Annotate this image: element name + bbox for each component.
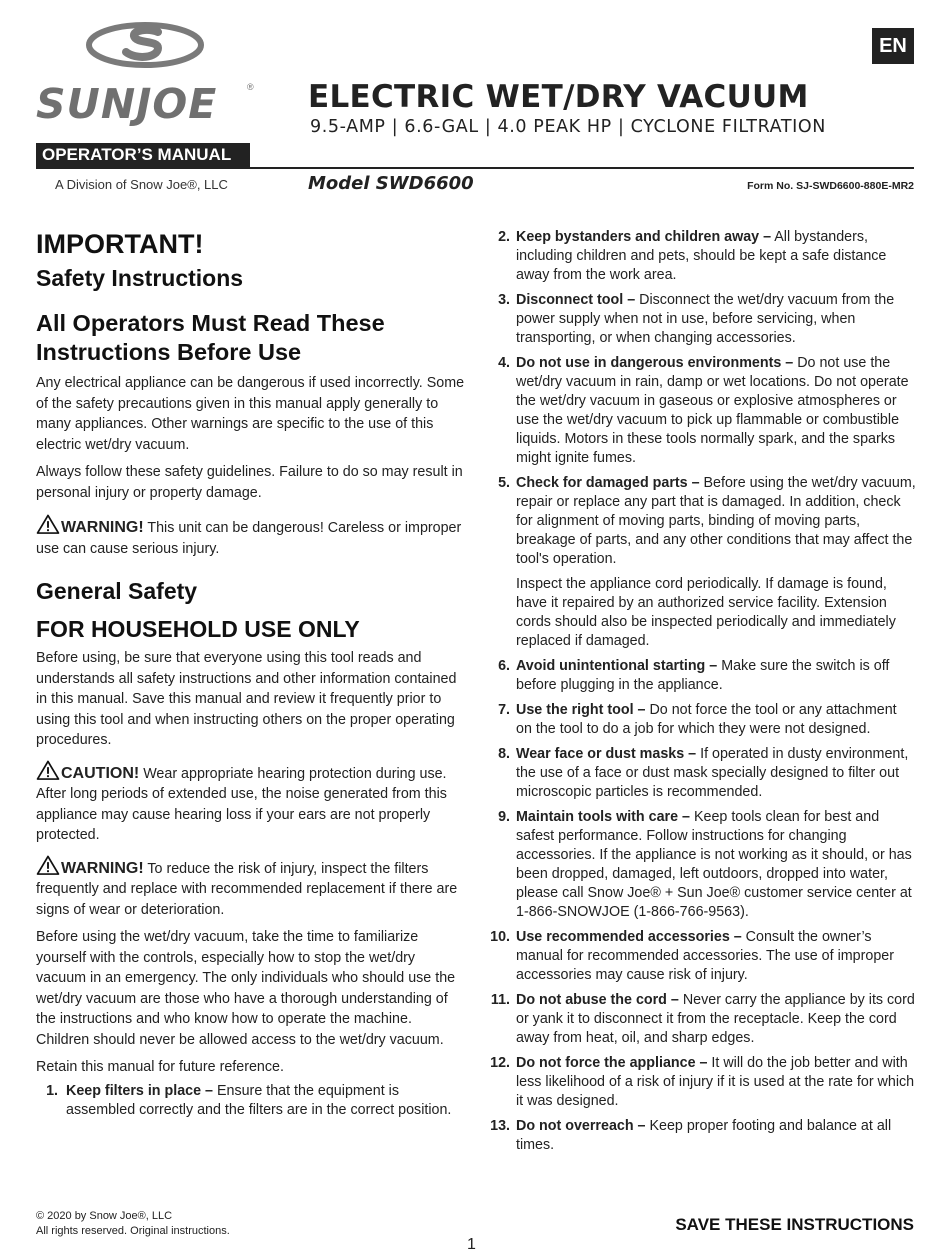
operators-manual-label: OPERATOR’S MANUAL	[36, 143, 250, 167]
list-item	[488, 657, 916, 695]
list-item-text: Make sure the switch is off before plugging in the appliance.	[516, 658, 890, 693]
document-subtitle: 9.5-AMP | 6.6-GAL | 4.0 PEAK HP | CYCLONE FILTRATION	[310, 117, 826, 137]
list-item-lead: Maintain tools with care –	[516, 809, 690, 825]
sunjoe-logo-icon	[86, 22, 204, 68]
warning-label: WARNING!	[61, 859, 144, 877]
warning-text: To reduce the risk of injury, inspect the filters frequently and replace with recommended replacement if there are signs of wear or deterioration.	[36, 860, 458, 918]
familiarize-paragraph: Before using the wet/dry vacuum, take the time to familiarize yourself with the controls, especially how to stop the wet/dry vacuum in an emergency. The only individuals who should use the wet/dry vacuum are those who have a thorough understanding of the instructions and who know how to operate the machine. Children should never be allowed access to the wet/dry vacuum.	[36, 929, 456, 1048]
list-item-continuation	[488, 575, 916, 651]
list-item-lead: Check for damaged parts –	[516, 475, 700, 491]
list-item-text: Do not use the wet/dry vacuum in rain, damp or wet locations. Do not operate the wet/dry vacuum in gaseous or explosive atmospheres or use the wet/dry vacuum to pick up flammable or combustible liquids. Motors in these tools normally spark, and the sparks might ignite fumes.	[516, 355, 909, 466]
copyright-line: © 2020 by Snow Joe®, LLC	[36, 1210, 173, 1222]
copyright-notice	[36, 1209, 230, 1239]
guidelines-paragraph: Always follow these safety guidelines. Failure to do so may result in personal injury or property damage.	[36, 464, 463, 501]
list-item-number: 9.	[498, 809, 510, 825]
warning-triangle-icon	[36, 514, 60, 534]
caution-notice	[36, 760, 466, 846]
brand-registered-mark: ®	[247, 82, 254, 92]
list-item-number: 11.	[490, 992, 510, 1008]
list-item-text: Ensure that the equipment is assembled correctly and the filters are in the correct position.	[66, 1082, 452, 1118]
list-item-lead: Keep bystanders and children away –	[516, 229, 772, 245]
list-item	[488, 808, 916, 922]
list-item-number: 5.	[498, 475, 510, 491]
list-item-lead: Use recommended accessories –	[516, 929, 742, 945]
list-item-lead: Wear face or dust masks –	[516, 746, 697, 762]
list-item-text: Keep tools clean for best and safest performance. Follow instructions for changing accessories. If the appliance is not working as it should, or has been dropped, damaged, left outdoors, dropped into water, please call Snow Joe® + Sun Joe® customer service center at 1-866-SNOWJOE (1-866-766-9563).	[516, 809, 912, 920]
warning-triangle-icon	[36, 855, 60, 875]
list-item-text: If operated in dusty environment, the use of a face or dust mask specially designed to filter out microscopic particles is recommended.	[516, 746, 909, 800]
list-item-number: 1.	[46, 1082, 58, 1099]
list-item-number: 10.	[490, 929, 510, 945]
list-item-number: 4.	[498, 355, 510, 371]
household-use-heading: FOR HOUSEHOLD USE ONLY	[36, 616, 360, 642]
before-using-paragraph: Before using, be sure that everyone using this tool reads and understands all safety instructions and other information contained in this manual. Save this manual and review it frequently prior to using this tool and when instructing others on the proper operating procedures.	[36, 650, 457, 748]
list-item	[488, 991, 916, 1048]
right-column	[488, 228, 916, 1155]
list-item-number: 8.	[498, 746, 510, 762]
list-item	[36, 1082, 466, 1120]
must-read-heading: All Operators Must Read These Instructions Before Use	[36, 310, 385, 365]
list-item-lead: Avoid unintentional starting –	[516, 658, 718, 674]
caution-label: CAUTION!	[61, 764, 140, 782]
list-item-number: 12.	[490, 1055, 510, 1071]
left-column	[36, 228, 466, 1120]
list-item	[488, 745, 916, 802]
list-item-text: Inspect the appliance cord periodically. If damage is found, have it repaired by an authorized service facility. Extension cords should also be inspected periodically and immediately replaced if damaged.	[516, 576, 896, 649]
list-item-lead: Do not overreach –	[516, 1118, 646, 1134]
list-item-text: Before using the wet/dry vacuum, repair or replace any part that is damaged. In addition, check for alignment of moving parts, binding of moving parts, breakage of parts, and any other conditions that may affect the tool's operation.	[516, 475, 916, 567]
intro-paragraph: Any electrical appliance can be dangerous if used incorrectly. Some of the safety precautions given in this manual apply generally to many appliances. Other warnings are specific to the use of this electric wet/dry vacuum.	[36, 375, 465, 453]
retain-paragraph: Retain this manual for future reference.	[36, 1059, 284, 1075]
page-number: 1	[467, 1236, 476, 1253]
list-item-number: 6.	[498, 658, 510, 674]
list-item-lead: Do not abuse the cord –	[516, 992, 679, 1008]
caution-text: Wear appropriate hearing protection during use. After long periods of extended use, the noise generated from this appliance may cause hearing loss if your ears are not properly protected.	[36, 765, 447, 843]
brand-wordmark: SUNJOE	[36, 80, 218, 128]
list-item-text: Keep proper footing and balance at all times.	[516, 1118, 892, 1153]
list-item-lead: Do not force the appliance –	[516, 1055, 708, 1071]
list-item	[488, 228, 916, 285]
warning-text: This unit can be dangerous! Careless or improper use can cause serious injury.	[36, 520, 462, 557]
important-heading: IMPORTANT!	[36, 229, 204, 259]
list-item	[488, 474, 916, 569]
list-item	[488, 291, 916, 348]
warning-notice-2	[36, 855, 466, 921]
list-item	[488, 701, 916, 739]
division-text: A Division of Snow Joe®, LLC	[55, 177, 228, 192]
document-title: ELECTRIC WET/DRY VACUUM	[308, 79, 809, 115]
list-item-lead: Use the right tool –	[516, 702, 646, 718]
list-item	[488, 1054, 916, 1111]
list-item	[488, 928, 916, 985]
save-instructions-footer: SAVE THESE INSTRUCTIONS	[675, 1215, 914, 1234]
warning-notice-1	[36, 514, 466, 559]
model-number: Model SWD6600	[308, 173, 474, 194]
list-item	[488, 354, 916, 468]
list-item-number: 13.	[490, 1118, 510, 1134]
form-number: Form No. SJ-SWD6600-880E-MR2	[747, 180, 914, 192]
list-item-lead: Do not use in dangerous environments –	[516, 355, 794, 371]
list-item-text: Disconnect the wet/dry vacuum from the power supply when not in use, before servicing, when transporting, or when changing accessories.	[516, 292, 895, 346]
list-item-text: Do not force the tool or any attachment on the tool to do a job for which they were not designed.	[516, 702, 897, 737]
list-item-text: It will do the job better and with less likelihood of a risk of injury if it is used at the rate for which it was designed.	[516, 1055, 915, 1109]
list-item	[488, 1117, 916, 1155]
list-item-text: Consult the owner’s manual for recommended accessories. The use of improper accessories may cause risk of injury.	[516, 929, 894, 983]
safety-instructions-heading: Safety Instructions	[36, 265, 244, 291]
list-item-number: 2.	[498, 229, 510, 245]
caution-triangle-icon	[36, 760, 60, 780]
header-divider	[36, 167, 914, 169]
list-item-text: All bystanders, including children and pets, should be kept a safe distance away from the work area.	[516, 229, 887, 283]
language-badge: EN	[872, 28, 914, 64]
list-item-number: 3.	[498, 292, 510, 308]
rights-line: All rights reserved. Original instructions.	[36, 1225, 230, 1237]
warning-label: WARNING!	[61, 519, 144, 536]
list-item-number: 7.	[498, 702, 510, 718]
list-item-text: Never carry the appliance by its cord or yank it to disconnect it from the receptacle. Keep the cord away from heat, oil, and sharp edges.	[516, 992, 915, 1046]
list-item-lead: Disconnect tool –	[516, 292, 636, 308]
general-safety-heading: General Safety	[36, 578, 198, 604]
list-item-lead: Keep filters in place –	[66, 1082, 213, 1099]
